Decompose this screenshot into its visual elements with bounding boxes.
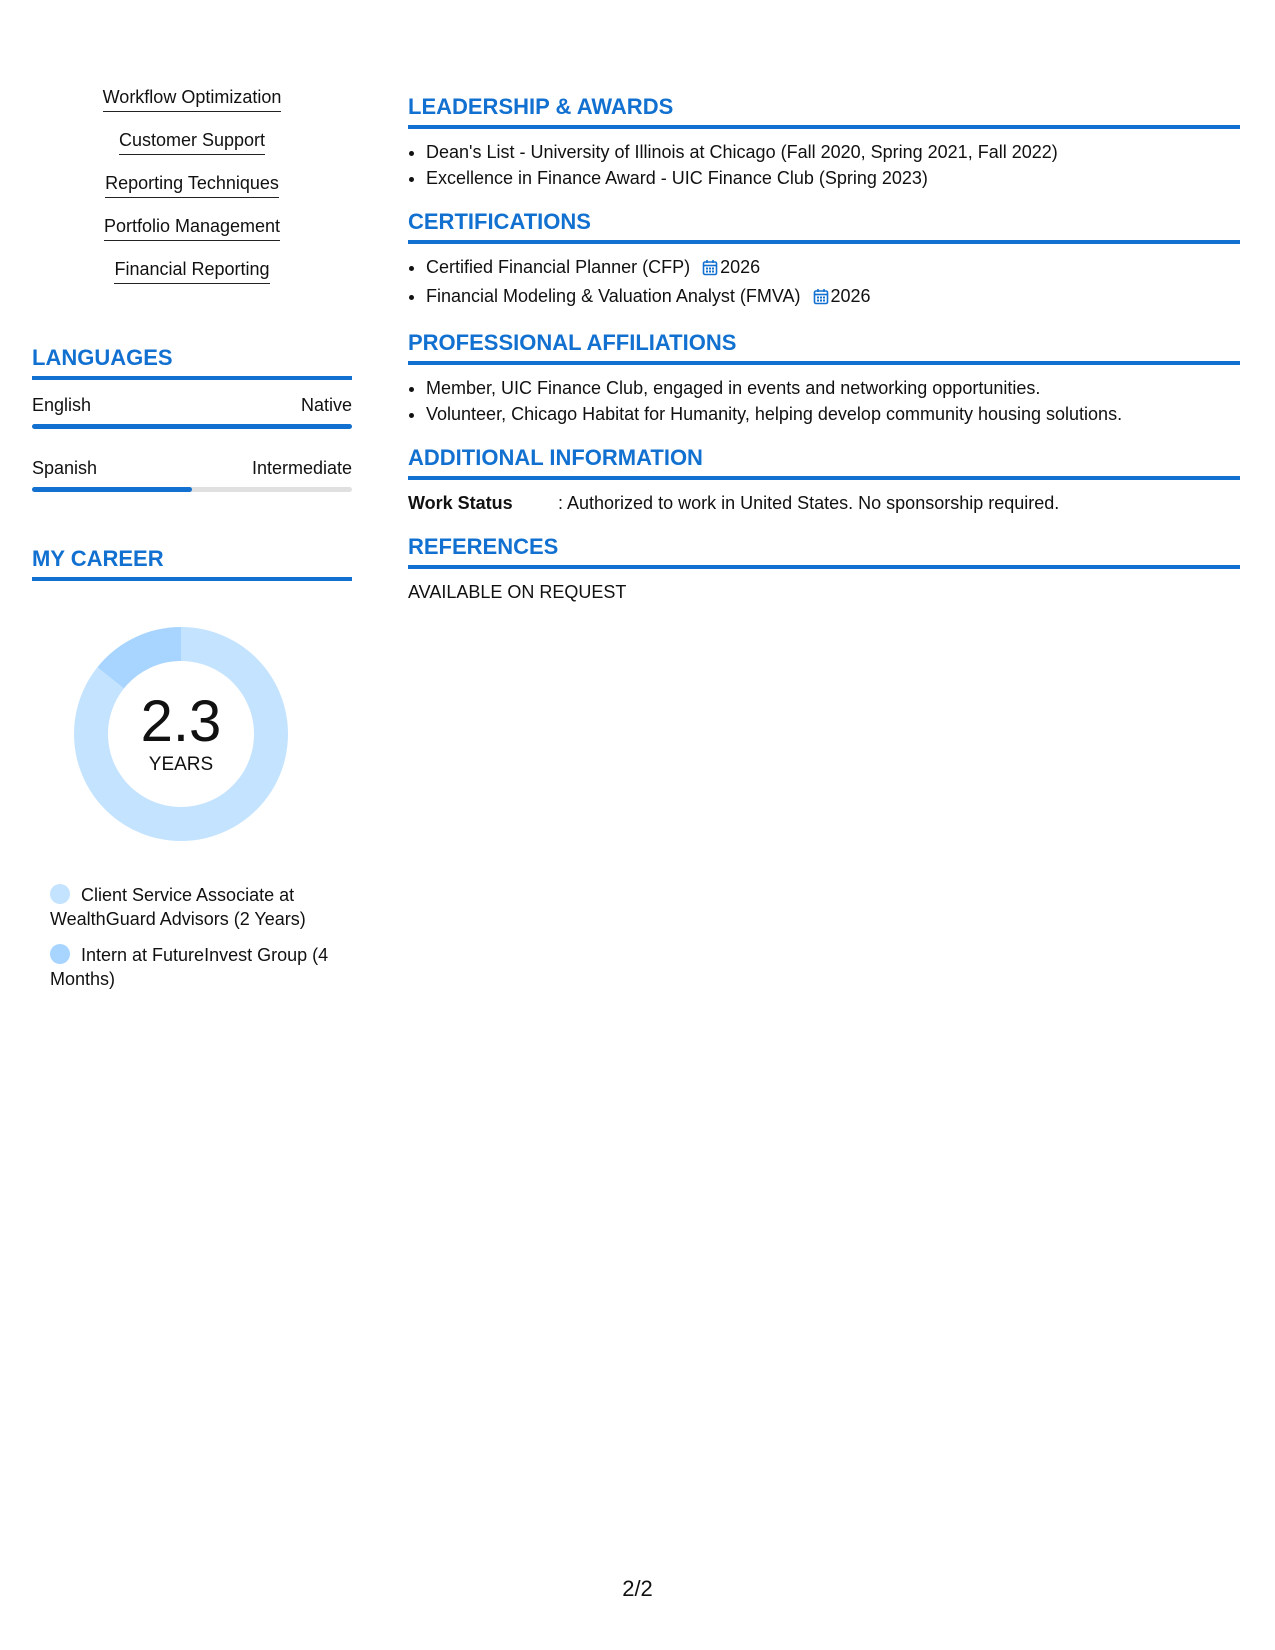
languages-section: [32, 345, 352, 492]
certification-name: Financial Modeling & Valuation Analyst (FMVA): [426, 286, 801, 306]
additional-info-section: [408, 445, 1240, 516]
skill-item: Workflow Optimization: [103, 86, 282, 112]
language-row: [32, 394, 352, 416]
references-text: AVAILABLE ON REQUEST: [408, 582, 627, 602]
career-donut: [66, 619, 296, 849]
language-name: English: [32, 395, 92, 415]
affiliations-list: [408, 375, 1240, 427]
career-title: MY CAREER: [32, 546, 352, 581]
list-item: [426, 283, 1240, 312]
certifications-section: [408, 209, 1240, 312]
certifications-title: CERTIFICATIONS: [408, 209, 1240, 244]
language-bar-fill: [32, 487, 192, 492]
work-status-value: : Authorized to work in United States. No sponsorship required.: [558, 493, 1060, 513]
career-total-unit: YEARS: [148, 754, 214, 775]
leadership-title: LEADERSHIP & AWARDS: [408, 94, 1240, 129]
skill-item: Financial Reporting: [114, 258, 269, 284]
list-item: • Dean's List - University of Illinois at Chicago (Fall 2020, Spring 2021, Fall 2022): [426, 139, 1240, 165]
career-legend: [50, 883, 340, 991]
language-bar: [32, 487, 352, 492]
skill-item: Reporting Techniques: [105, 172, 279, 198]
languages-title: LANGUAGES: [32, 345, 352, 380]
affiliations-title: PROFESSIONAL AFFILIATIONS: [408, 330, 1240, 365]
legend-item: [50, 943, 340, 991]
calendar-icon: [813, 286, 829, 312]
list-item: • Member, UIC Finance Club, engaged in events and networking opportunities.: [426, 375, 1240, 401]
skills-list: [32, 86, 352, 301]
skill-item: Customer Support: [119, 129, 265, 155]
work-status-label: Work Status: [408, 493, 513, 513]
left-column: [32, 86, 352, 1003]
legend-label: Intern at FutureInvest Group (4 Months): [50, 945, 329, 989]
list-item: [426, 254, 1240, 283]
certifications-list: [408, 254, 1240, 312]
additional-info-title: ADDITIONAL INFORMATION: [408, 445, 1240, 480]
language-level: Intermediate: [251, 458, 352, 478]
language-bar-fill: [32, 424, 352, 429]
language-row: [32, 457, 352, 479]
career-total-value: 2.3: [140, 689, 222, 754]
references-title: REFERENCES: [408, 534, 1240, 569]
language-bar: [32, 424, 352, 429]
certification-name: Certified Financial Planner (CFP): [426, 257, 691, 277]
calendar-icon: [702, 257, 718, 283]
legend-label: Client Service Associate at WealthGuard Advisors (2 Years): [50, 885, 306, 929]
list-item: • Excellence in Finance Award - UIC Finance Club (Spring 2023): [426, 165, 1240, 191]
certification-year: 2026: [720, 257, 761, 277]
right-column: [408, 94, 1240, 623]
language-name: Spanish: [32, 458, 98, 478]
skill-item: Portfolio Management: [104, 215, 280, 241]
leadership-section: [408, 94, 1240, 191]
page-number: 2/2: [622, 1576, 653, 1601]
certification-year: 2026: [830, 286, 871, 306]
references-section: [408, 534, 1240, 605]
legend-dot: [50, 944, 70, 964]
affiliations-section: [408, 330, 1240, 427]
leadership-list: [408, 139, 1240, 191]
career-section: [32, 546, 352, 991]
work-status-row: [408, 490, 1240, 516]
legend-item: [50, 883, 340, 931]
language-level: Native: [300, 395, 352, 415]
list-item: • Volunteer, Chicago Habitat for Humanity, helping develop community housing solutions.: [426, 401, 1240, 427]
legend-dot: [50, 884, 70, 904]
